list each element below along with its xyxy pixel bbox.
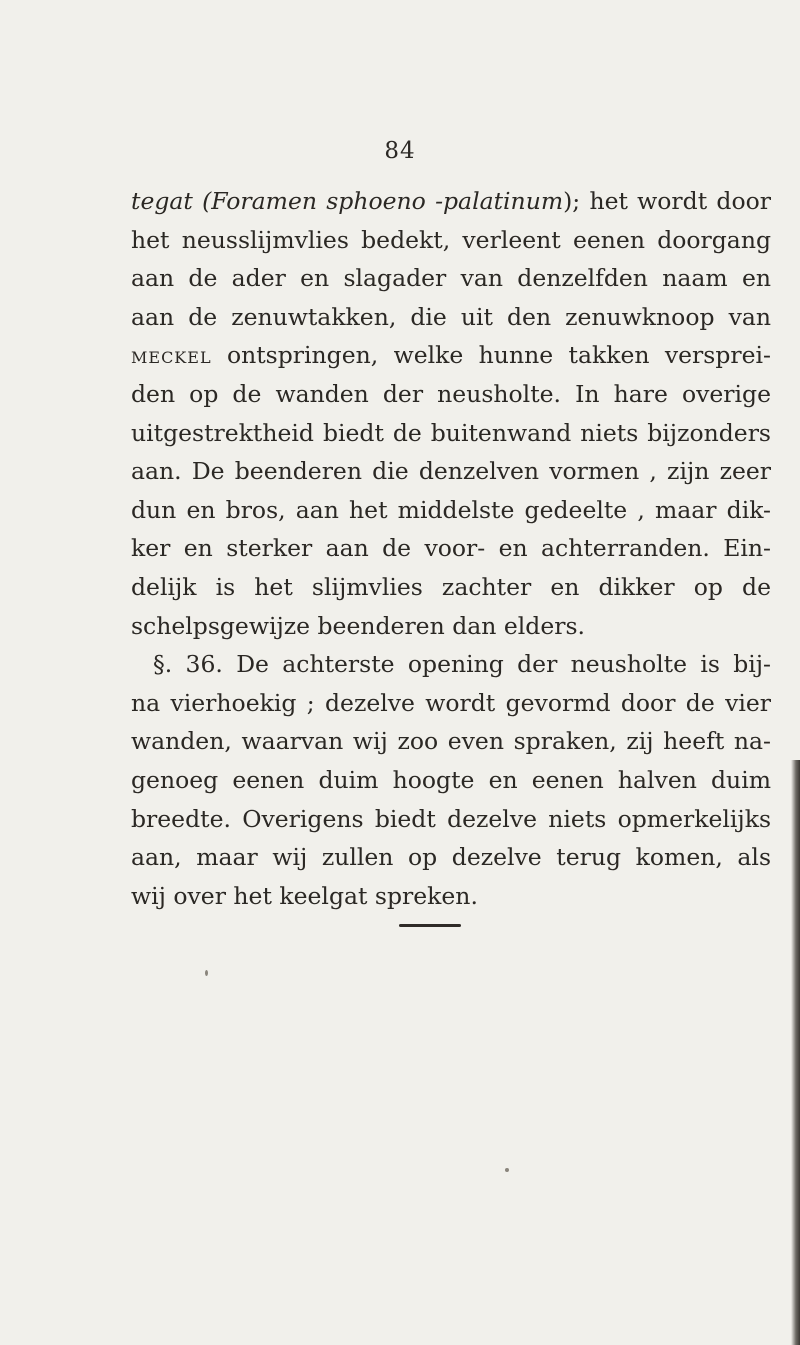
text-run: dun en bros, aan het middelste gedeelte , maar dik- (131, 495, 771, 524)
text-run: den op de wanden der neusholte. In hare overige (131, 379, 771, 408)
text-line (131, 645, 771, 684)
section-divider-rule (399, 924, 461, 927)
text-run: ontspringen, welke hunne takken versprei- (211, 341, 771, 370)
text-run: aan. De beenderen die denzelven vormen , zijn zeer (131, 457, 771, 486)
text-run: schelpsgewijze beenderen dan elders. (131, 611, 585, 640)
text-line (131, 529, 771, 568)
text-run: aan, maar wij zullen op dezelve terug komen, als (131, 843, 771, 872)
text-run: breedte. Overigens biedt dezelve niets opmerkelijks (131, 804, 771, 833)
text-line (131, 722, 771, 761)
text-run: aan de zenuwtakken, die uit den zenuwknoop van (131, 302, 771, 331)
text-run: aan de ader en slagader van denzelfden naam en (131, 264, 771, 293)
text-line (131, 684, 771, 723)
text-run: delijk is het slijmvlies zachter en dikker op de (131, 572, 771, 601)
text-line (131, 607, 771, 646)
text-line (131, 221, 771, 260)
page-edge-shadow (791, 760, 800, 1345)
page-number: 84 (384, 138, 416, 164)
text-run: meckel (131, 341, 212, 370)
text-line (131, 182, 771, 221)
text-run: genoeg eenen duim hoogte en eenen halven duim (131, 765, 771, 794)
text-line (131, 877, 771, 916)
text-run: Foramen sphoeno -palatinum (211, 187, 564, 215)
text-line (131, 838, 771, 877)
text-line (131, 800, 771, 839)
text-line (131, 568, 771, 607)
text-run: na vierhoekig ; dezelve wordt gevormd door de vier (131, 688, 771, 717)
paper-speck (205, 970, 208, 976)
text-line (131, 259, 771, 298)
text-run: ker en sterker aan de voor- en achterranden. Ein- (131, 534, 771, 563)
text-run: uitgestrektheid biedt de buitenwand niets bijzonders (131, 418, 771, 447)
text-line (131, 414, 771, 453)
text-line (131, 761, 771, 800)
body-text (131, 182, 771, 915)
text-run: wanden, waarvan wij zoo even spraken, zij heeft na- (131, 727, 771, 756)
text-run: wij over het keelgat spreken. (131, 881, 478, 910)
text-line (131, 336, 771, 375)
text-line (131, 375, 771, 414)
text-line (131, 491, 771, 530)
text-line (131, 452, 771, 491)
text-line (131, 298, 771, 337)
text-run: tegat ( (131, 187, 212, 215)
paper-speck (505, 1168, 509, 1172)
text-run: §. 36. De achterste opening der neusholte is bij- (153, 650, 771, 679)
text-run: het neusslijmvlies bedekt, verleent eenen doorgang (131, 225, 771, 254)
text-run: ); het wordt door (563, 187, 771, 215)
